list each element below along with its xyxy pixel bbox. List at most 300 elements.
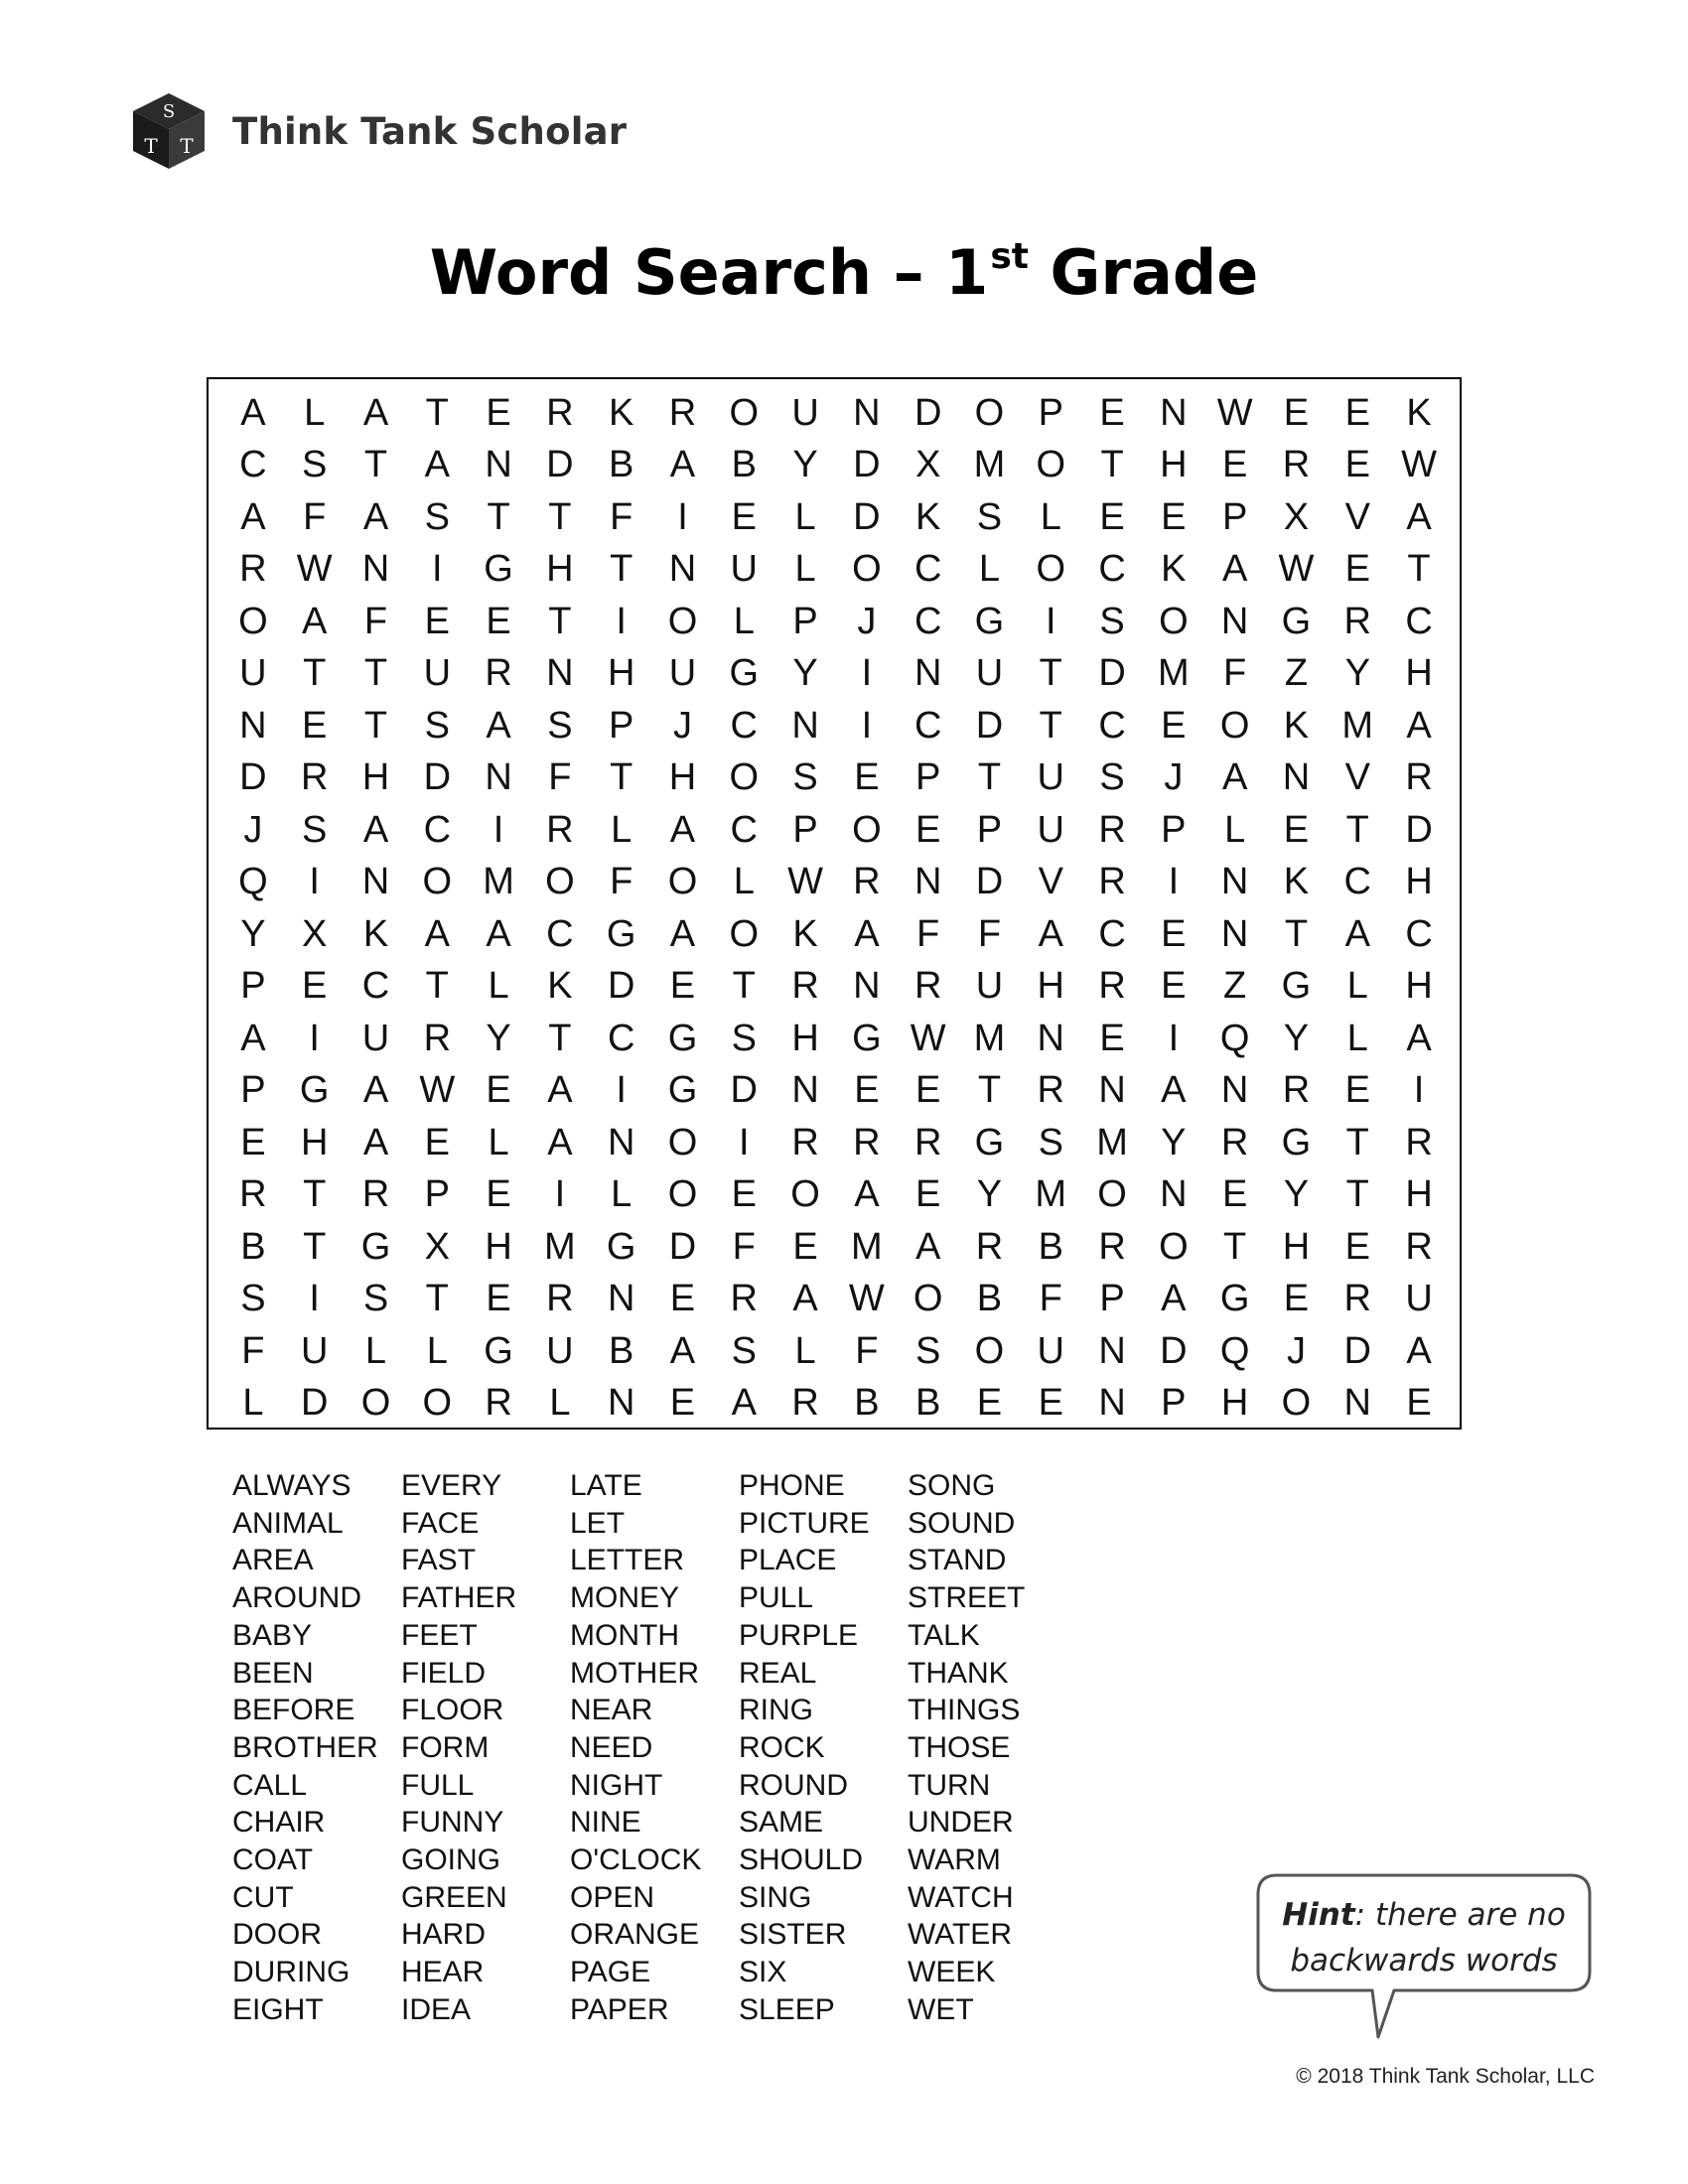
word-column — [401, 1467, 570, 2029]
grid-letter: S — [362, 1278, 389, 1320]
grid-letter: R — [1405, 1225, 1433, 1268]
grid-letter: T — [1223, 1225, 1247, 1268]
grid-letter: T — [610, 548, 633, 591]
grid-letter: L — [364, 1329, 387, 1372]
word-list-item: BEFORE — [232, 1694, 355, 1727]
word-list-item: LET — [570, 1506, 626, 1540]
grid-letter: R — [239, 1173, 267, 1216]
grid-letter: E — [240, 1121, 266, 1163]
grid-letter: I — [492, 808, 504, 851]
grid-letter: N — [914, 861, 942, 903]
grid-letter: S — [547, 704, 573, 747]
word-list-item: SHOULD — [739, 1843, 864, 1877]
grid-letter: E — [486, 1278, 511, 1320]
grid-letter: U — [1405, 1278, 1433, 1320]
grid-letter: D — [853, 444, 881, 486]
grid-letter: E — [731, 495, 757, 538]
word-list-item: SLEEP — [739, 1992, 835, 2026]
hint-line2: backwards words — [1290, 1943, 1558, 1979]
grid-letter: W — [1278, 548, 1315, 591]
grid-letter: N — [607, 1278, 635, 1320]
word-list-item: SAME — [739, 1806, 824, 1840]
word-list-item: MONTH — [570, 1618, 679, 1652]
grid-letter: I — [1045, 600, 1056, 642]
svg-text:T: T — [180, 134, 194, 158]
grid-letter: T — [1039, 652, 1062, 695]
word-search-grid-frame — [207, 377, 1462, 1430]
copyright-notice: © 2018 Think Tank Scholar, LLC — [1296, 2065, 1595, 2088]
grid-letter: D — [1160, 1329, 1188, 1372]
grid-letter: P — [424, 1173, 450, 1216]
grid-letter: D — [546, 444, 574, 486]
grid-letter: T — [548, 1017, 572, 1059]
grid-letter: R — [791, 1382, 819, 1425]
grid-letter: C — [1405, 912, 1433, 955]
grid-letter: L — [794, 548, 816, 591]
grid-letter: A — [1406, 1329, 1432, 1372]
grid-letter: A — [1221, 756, 1248, 799]
svg-text:T: T — [144, 134, 158, 158]
grid-letter: A — [854, 1173, 880, 1216]
word-list-item: FIELD — [401, 1656, 487, 1690]
grid-letter: E — [669, 1278, 696, 1320]
grid-letter: S — [1099, 600, 1125, 642]
word-list-item: ORANGE — [570, 1918, 700, 1952]
word-list-item: BROTHER — [232, 1730, 378, 1764]
grid-letter: O — [667, 1173, 698, 1216]
grid-letter: A — [669, 1329, 696, 1372]
word-list-item: SONG — [908, 1469, 996, 1502]
grid-letter: E — [792, 1225, 818, 1268]
grid-letter: C — [1098, 704, 1126, 747]
grid-letter: E — [424, 600, 450, 642]
hint-label: Hint — [1282, 1897, 1355, 1933]
grid-letter: R — [1405, 1121, 1433, 1163]
grid-letter: U — [975, 652, 1004, 695]
grid-letter: G — [667, 1017, 698, 1059]
grid-letter: E — [976, 1382, 1003, 1425]
grid-letter: A — [1161, 1069, 1187, 1112]
grid-letter: L — [611, 1173, 633, 1216]
grid-letter: G — [606, 912, 636, 955]
svg-text:S: S — [162, 101, 176, 122]
grid-letter: R — [1098, 965, 1126, 1008]
grid-letter: C — [239, 444, 267, 486]
word-list-item: IDEA — [401, 1992, 472, 2026]
grid-letter: K — [547, 965, 573, 1008]
word-column — [232, 1467, 401, 2029]
title-main: Word Search – 1 — [429, 236, 989, 309]
grid-letter: A — [914, 1225, 941, 1268]
word-list-item: STREET — [908, 1581, 1026, 1615]
grid-letter: E — [914, 1173, 941, 1216]
word-list-item: PLACE — [739, 1544, 837, 1577]
grid-letter: X — [914, 444, 941, 486]
grid-letter: H — [300, 1121, 329, 1163]
grid-letter: L — [304, 391, 326, 434]
grid-letter: E — [1283, 1278, 1310, 1320]
grid-letter: R — [300, 756, 329, 799]
grid-letter: B — [731, 444, 757, 486]
word-column — [570, 1467, 739, 2029]
grid-letter: N — [1220, 600, 1249, 642]
grid-letter: D — [853, 495, 881, 538]
grid-letter: T — [363, 652, 388, 695]
grid-letter: O — [1036, 548, 1066, 591]
grid-letter: R — [668, 391, 697, 434]
grid-letter: P — [1038, 391, 1063, 434]
word-list-item: FATHER — [401, 1581, 517, 1615]
word-list-item: RING — [739, 1694, 813, 1727]
grid-letter: E — [1221, 1173, 1248, 1216]
word-list-item: CALL — [232, 1768, 308, 1802]
grid-letter: P — [976, 808, 1003, 851]
grid-letter: T — [487, 495, 510, 538]
word-list-item: LETTER — [570, 1544, 685, 1577]
grid-letter: N — [853, 391, 881, 434]
grid-letter: F — [916, 912, 940, 955]
grid-letter: A — [1344, 912, 1370, 955]
grid-letter: O — [360, 1382, 391, 1425]
grid-letter: S — [792, 756, 818, 799]
grid-letter: A — [1038, 912, 1063, 955]
grid-letter: A — [424, 444, 450, 486]
grid-letter: S — [731, 1017, 757, 1059]
grid-letter: N — [485, 756, 512, 799]
grid-letter: L — [1040, 495, 1061, 538]
hint-line1: : there are no — [1354, 1897, 1566, 1933]
grid-letter: O — [422, 1382, 453, 1425]
grid-letter: R — [1343, 1278, 1371, 1320]
grid-letter: R — [914, 1121, 942, 1163]
word-list-item: GOING — [401, 1843, 501, 1877]
word-list-item: LATE — [570, 1469, 642, 1502]
grid-letter: H — [485, 1225, 512, 1268]
grid-letter: S — [302, 444, 328, 486]
grid-letter: E — [854, 756, 880, 799]
grid-letter: B — [609, 1329, 634, 1372]
grid-letter: B — [976, 1278, 1003, 1320]
word-list-item: SISTER — [739, 1918, 847, 1952]
grid-letter: M — [544, 1225, 576, 1268]
grid-letter: O — [1159, 1225, 1189, 1268]
grid-letter: R — [791, 965, 819, 1008]
grid-letter: V — [1344, 756, 1370, 799]
grid-letter: G — [667, 1069, 698, 1112]
grid-letter: C — [1098, 912, 1126, 955]
grid-letter: W — [848, 1278, 885, 1320]
grid-letter: P — [1099, 1278, 1125, 1320]
word-list-item: PULL — [739, 1581, 814, 1615]
grid-letter: E — [1406, 1382, 1432, 1425]
word-list-item: FULL — [401, 1768, 475, 1802]
grid-letter: F — [610, 495, 633, 538]
grid-letter: H — [791, 1017, 819, 1059]
grid-letter: A — [240, 495, 266, 538]
grid-letter: U — [546, 1329, 574, 1372]
grid-letter: I — [432, 548, 443, 591]
grid-letter: P — [914, 756, 941, 799]
grid-letter: E — [1344, 548, 1370, 591]
grid-letter: D — [914, 391, 942, 434]
grid-letter: J — [857, 600, 877, 642]
grid-letter: T — [1100, 444, 1124, 486]
grid-letter: G — [852, 1017, 882, 1059]
grid-letter: U — [1037, 808, 1064, 851]
grid-letter: N — [239, 704, 267, 747]
grid-letter: U — [300, 1329, 329, 1372]
grid-letter: O — [1281, 1382, 1312, 1425]
grid-letter: M — [1341, 704, 1374, 747]
grid-letter: L — [1346, 965, 1368, 1008]
word-search-grid — [222, 387, 1450, 1439]
sst-cube-icon — [131, 91, 207, 171]
grid-letter: E — [1221, 444, 1248, 486]
word-list-item: EVERY — [401, 1469, 502, 1502]
word-list-item: MOTHER — [570, 1656, 699, 1690]
grid-letter: A — [1221, 548, 1248, 591]
grid-letter: E — [1344, 391, 1370, 434]
grid-letter: E — [302, 965, 328, 1008]
grid-letter: C — [423, 808, 452, 851]
grid-letter: N — [914, 652, 942, 695]
grid-letter: T — [425, 391, 449, 434]
grid-letter: T — [610, 756, 633, 799]
grid-letter: N — [791, 1069, 819, 1112]
grid-letter: N — [1220, 912, 1249, 955]
grid-letter: Y — [976, 1173, 1003, 1216]
grid-letter: D — [730, 1069, 758, 1112]
grid-letter: E — [486, 391, 511, 434]
grid-letter: H — [607, 652, 635, 695]
grid-letter: P — [240, 1069, 266, 1112]
grid-letter: X — [1283, 495, 1310, 538]
word-list-item: STAND — [908, 1544, 1007, 1577]
grid-letter: E — [302, 704, 328, 747]
grid-letter: T — [977, 1069, 1002, 1112]
grid-letter: M — [851, 1225, 883, 1268]
grid-letter: O — [974, 1329, 1005, 1372]
grid-letter: E — [669, 1382, 696, 1425]
grid-letter: A — [486, 912, 511, 955]
grid-letter: W — [296, 548, 333, 591]
grid-letter: O — [238, 600, 268, 642]
grid-letter: O — [729, 756, 760, 799]
grid-letter: C — [914, 548, 942, 591]
grid-letter: G — [299, 1069, 330, 1112]
grid-letter: A — [731, 1382, 757, 1425]
grid-letter: M — [1158, 652, 1190, 695]
word-list-item: CHAIR — [232, 1806, 326, 1840]
grid-letter: K — [1161, 548, 1187, 591]
grid-letter: L — [488, 965, 509, 1008]
grid-letter: F — [977, 912, 1002, 955]
grid-letter: C — [546, 912, 574, 955]
grid-letter: E — [486, 600, 511, 642]
grid-letter: N — [791, 704, 819, 747]
grid-letter: N — [1160, 391, 1188, 434]
grid-letter: P — [792, 808, 818, 851]
grid-letter: E — [731, 1173, 757, 1216]
word-list-item: BABY — [232, 1618, 313, 1652]
grid-letter: S — [1038, 1121, 1063, 1163]
word-list-item: TALK — [908, 1618, 980, 1652]
grid-letter: C — [730, 704, 758, 747]
word-list-item: WATER — [908, 1918, 1012, 1952]
grid-letter: E — [914, 1069, 941, 1112]
word-list-item: HARD — [401, 1918, 487, 1952]
grid-letter: E — [486, 1069, 511, 1112]
grid-letter: S — [731, 1329, 757, 1372]
grid-letter: E — [1344, 1225, 1370, 1268]
grid-letter: U — [1037, 1329, 1064, 1372]
grid-letter: R — [853, 1121, 881, 1163]
grid-letter: G — [1281, 965, 1312, 1008]
grid-letter: E — [1283, 391, 1310, 434]
grid-letter: C — [914, 704, 942, 747]
word-list-item: SIX — [739, 1956, 787, 1989]
header — [131, 91, 627, 171]
grid-letter: D — [1343, 1329, 1371, 1372]
grid-letter: E — [1283, 808, 1310, 851]
grid-letter: M — [1096, 1121, 1128, 1163]
grid-letter: D — [239, 756, 267, 799]
grid-letter: L — [426, 1329, 448, 1372]
grid-letter: G — [606, 1225, 636, 1268]
word-list-item: PAPER — [570, 1992, 669, 2026]
grid-letter: Y — [1283, 1173, 1310, 1216]
grid-letter: S — [914, 1329, 941, 1372]
grid-letter: E — [1099, 391, 1125, 434]
title-superscript: st — [990, 236, 1029, 277]
grid-letter: Z — [1223, 965, 1247, 1008]
grid-letter: I — [738, 1121, 750, 1163]
grid-letter: Y — [792, 444, 818, 486]
grid-letter: E — [1161, 495, 1187, 538]
grid-letter: O — [667, 600, 698, 642]
grid-letter: U — [1037, 756, 1064, 799]
grid-letter: E — [914, 808, 941, 851]
word-list-item: DURING — [232, 1956, 351, 1989]
grid-letter: D — [668, 1225, 697, 1268]
grid-letter: H — [361, 756, 390, 799]
grid-letter: E — [1099, 495, 1125, 538]
grid-letter: O — [913, 1278, 943, 1320]
grid-letter: N — [607, 1121, 635, 1163]
grid-letter: T — [1284, 912, 1309, 955]
grid-letter: O — [1159, 600, 1189, 642]
grid-letter: N — [1098, 1382, 1126, 1425]
grid-letter: H — [1282, 1225, 1311, 1268]
grid-letter: I — [1168, 861, 1180, 903]
grid-letter: T — [732, 965, 756, 1008]
grid-letter: C — [361, 965, 390, 1008]
grid-letter: R — [1405, 756, 1433, 799]
grid-letter: J — [1286, 1329, 1306, 1372]
grid-letter: F — [303, 495, 327, 538]
grid-letter: J — [672, 704, 692, 747]
grid-letter: J — [243, 808, 263, 851]
grid-letter: N — [485, 444, 512, 486]
word-list-item: ROUND — [739, 1768, 848, 1802]
word-list-item: REAL — [739, 1656, 817, 1690]
grid-letter: R — [975, 1225, 1004, 1268]
grid-letter: E — [1161, 704, 1187, 747]
grid-letter: T — [548, 495, 572, 538]
grid-letter: K — [1406, 391, 1432, 434]
grid-letter: R — [423, 1017, 452, 1059]
grid-letter: A — [240, 1017, 266, 1059]
word-list-item: FUNNY — [401, 1806, 504, 1840]
grid-letter: B — [1038, 1225, 1063, 1268]
grid-letter: N — [1160, 1173, 1188, 1216]
word-list-item: PURPLE — [739, 1618, 859, 1652]
grid-letter: U — [791, 391, 819, 434]
word-list-item: MONEY — [570, 1581, 680, 1615]
grid-letter: H — [546, 548, 574, 591]
grid-letter: O — [974, 391, 1005, 434]
grid-letter: R — [1220, 1121, 1249, 1163]
grid-letter: A — [302, 600, 328, 642]
grid-letter: C — [1098, 548, 1126, 591]
grid-letter: W — [1401, 444, 1437, 486]
grid-letter: B — [240, 1225, 266, 1268]
grid-letter: O — [1219, 704, 1250, 747]
grid-letter: N — [361, 548, 390, 591]
word-list-item: O'CLOCK — [570, 1843, 702, 1877]
grid-letter: F — [1039, 1278, 1062, 1320]
hint-bubble — [1255, 1872, 1593, 2041]
grid-letter: H — [1160, 444, 1188, 486]
title-tail: Grade — [1028, 236, 1259, 309]
grid-letter: A — [362, 495, 389, 538]
grid-letter: G — [1281, 1121, 1312, 1163]
grid-letter: F — [548, 756, 572, 799]
grid-letter: N — [1098, 1069, 1126, 1112]
grid-letter: M — [1035, 1173, 1067, 1216]
grid-letter: A — [547, 1121, 573, 1163]
grid-letter: Y — [1344, 652, 1370, 695]
grid-letter: L — [794, 1329, 816, 1372]
grid-letter: D — [975, 704, 1004, 747]
grid-letter: O — [852, 808, 882, 851]
grid-letter: E — [1344, 444, 1370, 486]
grid-letter: R — [546, 1278, 574, 1320]
grid-letter: M — [483, 861, 514, 903]
grid-letter: R — [239, 548, 267, 591]
grid-letter: A — [854, 912, 880, 955]
grid-letter: I — [309, 861, 320, 903]
grid-letter: L — [733, 600, 755, 642]
grid-letter: O — [1036, 444, 1066, 486]
grid-letter: I — [1168, 1017, 1180, 1059]
grid-letter: E — [1161, 912, 1187, 955]
grid-letter: R — [485, 1382, 512, 1425]
grid-letter: I — [616, 600, 627, 642]
grid-letter: S — [424, 704, 450, 747]
grid-letter: O — [667, 1121, 698, 1163]
grid-letter: P — [1221, 495, 1248, 538]
grid-letter: N — [1282, 756, 1311, 799]
grid-letter: T — [1039, 704, 1062, 747]
grid-letter: E — [1344, 1069, 1370, 1112]
word-list-item: WEEK — [908, 1956, 996, 1989]
word-list-item: EIGHT — [232, 1992, 324, 2026]
grid-letter: F — [855, 1329, 879, 1372]
grid-letter: U — [668, 652, 697, 695]
grid-letter: G — [974, 600, 1005, 642]
grid-letter: Y — [792, 652, 818, 695]
